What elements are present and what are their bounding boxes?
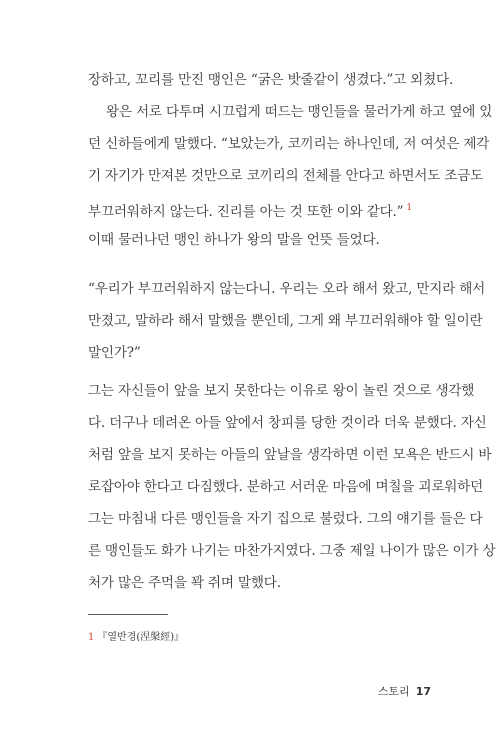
paragraph-line: 그는 자신들이 앞을 보지 못한다는 이유로 왕이 놀린 것으로 생각했: [88, 383, 475, 399]
paragraph-3: [88, 224, 424, 256]
paragraph-2: [88, 96, 493, 224]
paragraph-line: 기 자기가 만져본 것만으로 코끼리의 전체를 안다고 하면서도 조금도: [88, 168, 484, 184]
footnote-divider: [88, 614, 168, 615]
footnote-number: 1: [88, 632, 95, 643]
paragraph-line: 왕은 서로 다투며 시끄럽게 떠드는 맹인들을 물러가게 하고 옆에 있: [106, 104, 493, 120]
page-number: 17: [415, 685, 431, 698]
paragraph-4-quote: [88, 273, 486, 369]
paragraph-line: 다. 더구나 데려온 아들 앞에서 창피를 당한 것이라 더욱 분했다. 자신: [88, 415, 487, 431]
footnote: [88, 628, 184, 643]
paragraph-line: 그는 마침내 다른 맹인들을 자기 집으로 불렀다. 그의 얘기를 들은 다: [88, 511, 483, 527]
paragraph-line: “우리가 부끄러워하지 않는다니. 우리는 오라 해서 왔고, 만지라 해서: [88, 281, 486, 297]
paragraph-line: 만졌고, 말하라 해서 말했을 뿐인데, 그게 왜 부끄러워해야 할 일이란: [88, 313, 483, 329]
paragraph-line-text: 부끄러워하지 않는다. 진리를 아는 것 또한 이와 같다.”: [88, 204, 404, 220]
paragraph-line-with-footnote: [88, 192, 424, 224]
paragraph-line: 처럼 앞을 보지 못하는 아들의 앞날을 생각하면 이런 모욕은 반드시 바: [88, 447, 492, 463]
paragraph-line: 른 맹인들도 화가 나기는 마찬가지였다. 그중 제일 나이가 많은 이가 상: [88, 543, 496, 559]
paragraph-line: 이때 물러나던 맹인 하나가 왕의 말을 언뜻 들었다.: [88, 232, 380, 248]
paragraph-line: 로잡아야 한다고 다짐했다. 분하고 서러운 마음에 며칠을 괴로워하던: [88, 479, 484, 495]
paragraph-line: 말인가?”: [88, 345, 141, 361]
page-footer: [378, 683, 431, 699]
paragraph-1: [88, 64, 454, 96]
paragraph-5: [88, 375, 496, 599]
paragraph-line: 장하고, 꼬리를 만진 맹인은 “굵은 밧줄같이 생겼다.”고 외쳤다.: [88, 72, 454, 88]
paragraph-line: 처가 많은 주먹을 꽉 쥐며 말했다.: [88, 575, 281, 591]
paragraph-line: 던 신하들에게 말했다. “보았는가, 코끼리는 하나인데, 저 여섯은 제각: [88, 136, 490, 152]
footnote-reference-mark[interactable]: 1: [406, 203, 412, 213]
section-title: 스토리: [377, 685, 410, 698]
footnote-text: 『열반경(涅槃經)』: [97, 632, 185, 643]
